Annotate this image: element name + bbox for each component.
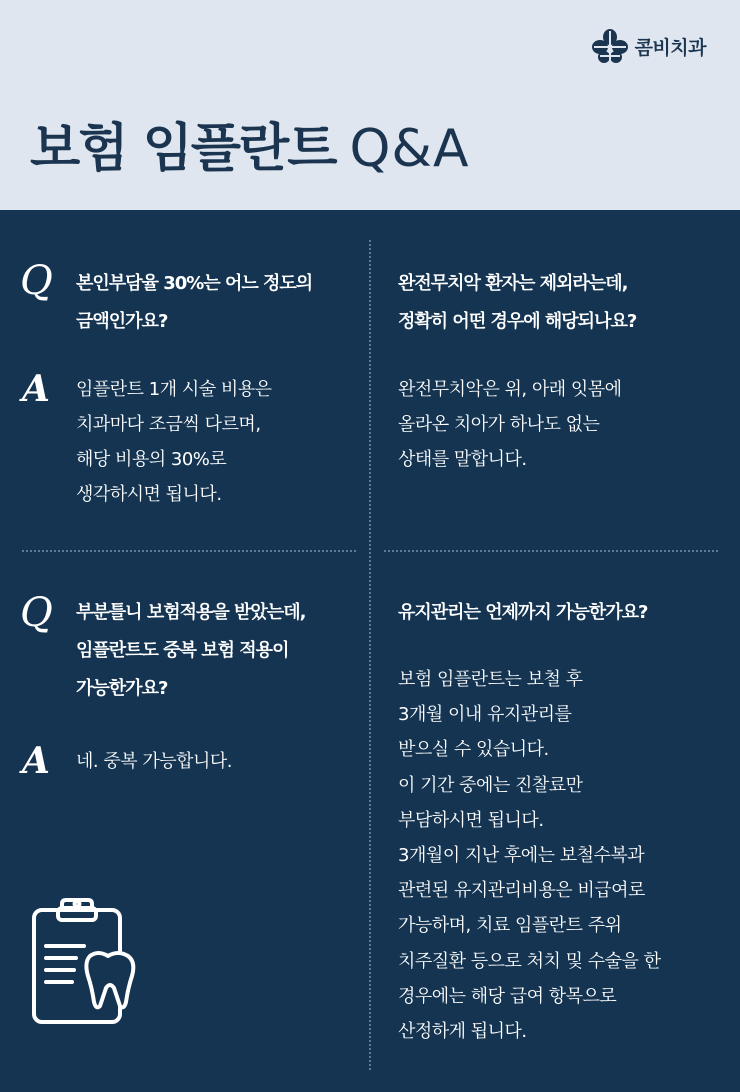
question-mark-icon: Q (20, 590, 53, 636)
answer-1: 임플란트 1개 시술 비용은 치과마다 조금씩 다르며, 해당 비용의 30%로 생각하시면 됩니다. (76, 379, 272, 505)
answer-mark-icon: A (22, 740, 50, 782)
clover-logo-icon (591, 28, 629, 64)
brand (591, 28, 706, 64)
vertical-divider (369, 240, 371, 1070)
question-2: 완전무치악 환자는 제외라는데, 정확히 어떤 경우에 해당되나요? (398, 273, 637, 332)
answer-2: 완전무치악은 위, 아래 잇몸에 올라온 치아가 하나도 없는 상태를 말합니다. (398, 379, 622, 470)
question-mark-icon: Q (20, 258, 53, 304)
title-english: Q&A (349, 119, 470, 179)
question-4: 유지관리는 언제까지 가능한가요? (398, 602, 648, 623)
clipboard-tooth-icon (28, 896, 140, 1028)
brand-name: 콤비치과 (634, 36, 706, 59)
question-1: 본인부담율 30%는 어느 정도의 금액인가요? (76, 273, 313, 332)
answer-4: 보험 임플란트는 보철 후 3개월 이내 유지관리를 받으실 수 있습니다. 이 기간 중에는 진찰료만 부담하시면 됩니다. 3개월이 지난 후에는 보철수복과 관련된 유지관리비용은 비급여로 가능하며, 치료 임플란트 주위 치주질환 등으로 처치 및 수술을 한 경우에는 해당 급여 항목으로 산정하게 됩니다. (398, 669, 661, 1043)
page-title (30, 106, 470, 181)
answer-mark-icon: A (22, 368, 50, 410)
question-3: 부분틀니 보험적용을 받았는데, 임플란트도 중복 보험 적용이 가능한가요? (76, 602, 306, 699)
horizontal-divider-left (22, 550, 356, 552)
horizontal-divider-right (384, 550, 718, 552)
answer-3: 네. 중복 가능합니다. (76, 751, 232, 772)
title-korean: 보험 임플란트 (30, 119, 336, 179)
header (0, 0, 740, 210)
